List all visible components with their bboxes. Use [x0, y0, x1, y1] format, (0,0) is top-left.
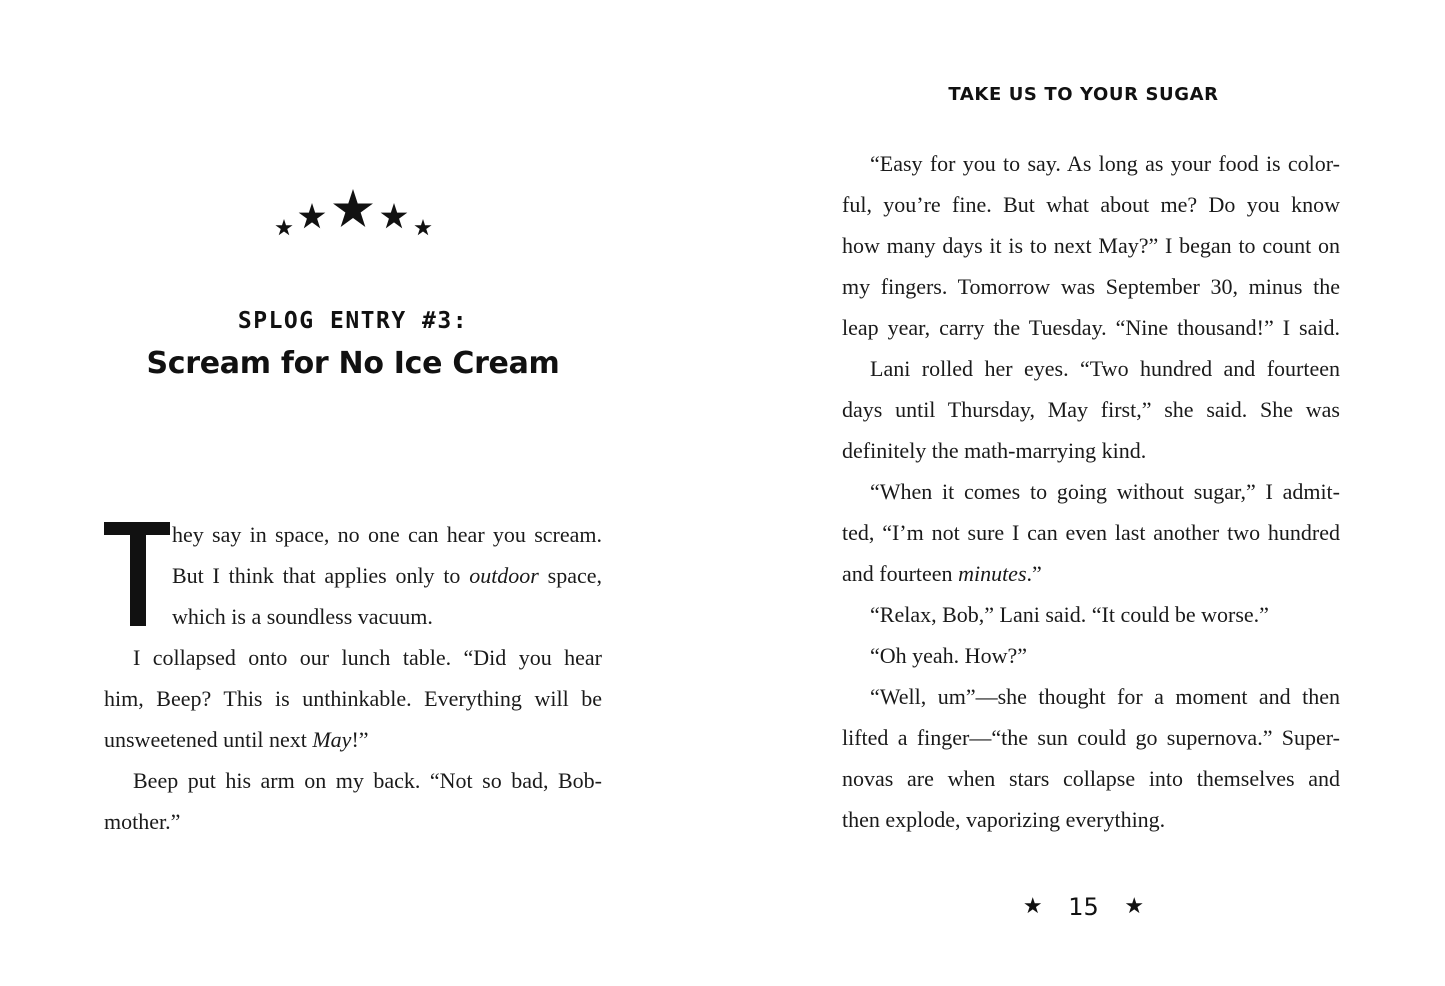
text-line	[842, 519, 1340, 547]
five-star-ornament-icon	[272, 186, 436, 238]
italic-text: outdoor	[469, 563, 539, 588]
text-run: my fingers. Tomorrow was September 30, minus the	[842, 274, 1340, 299]
text-run: “Oh yeah. How?”	[870, 643, 1027, 668]
text-line	[104, 685, 602, 713]
text-run: then explode, vaporizing everything.	[842, 807, 1166, 832]
text-line	[172, 603, 602, 631]
text-run: .”	[1026, 561, 1042, 586]
text-run: Beep put his arm on my back. “Not so bad, Bob-	[133, 768, 602, 793]
text-run: definitely the math-marrying kind.	[842, 438, 1147, 463]
text-run: which is a soundless vacuum.	[172, 604, 433, 629]
text-line	[842, 273, 1340, 301]
text-line	[842, 560, 1340, 588]
text-run: “When it comes to going without sugar,” I admit-	[870, 479, 1340, 504]
drop-cap	[104, 522, 170, 626]
text-line	[104, 726, 602, 754]
text-line	[104, 808, 602, 836]
text-run: how many days it is to next May?” I began to count on	[842, 233, 1340, 258]
text-line	[172, 562, 602, 590]
text-line	[842, 724, 1340, 752]
text-run: him, Beep? This is unthinkable. Everything will be	[104, 686, 602, 711]
text-run: novas are when stars collapse into themselves and	[842, 766, 1340, 791]
text-line	[842, 191, 1340, 219]
text-run: “Easy for you to say. As long as your food is color-	[870, 151, 1340, 176]
text-line	[870, 683, 1340, 711]
text-line	[870, 642, 1340, 670]
text-run: !”	[351, 727, 369, 752]
italic-text: minutes	[958, 561, 1027, 586]
running-head: TAKE US TO YOUR SUGAR	[948, 84, 1219, 105]
text-run: ful, you’re fine. But what about me? Do you know	[842, 192, 1340, 217]
text-run: mother.”	[104, 809, 181, 834]
text-line	[842, 314, 1340, 342]
text-line	[870, 478, 1340, 506]
text-line	[842, 232, 1340, 260]
text-run: hey say in space, no one can hear you scream.	[172, 522, 602, 547]
chapter-title: Scream for No Ice Cream	[146, 346, 560, 381]
right-page	[722, 0, 1445, 986]
italic-text: May	[312, 727, 352, 752]
text-line	[870, 355, 1340, 383]
text-line	[870, 601, 1340, 629]
text-run: unsweetened until next	[104, 727, 313, 752]
text-line	[172, 521, 602, 549]
text-run: I collapsed onto our lunch table. “Did you hear	[133, 645, 602, 670]
text-line	[133, 644, 602, 672]
star-icon: ★	[1022, 894, 1043, 919]
text-line	[842, 396, 1340, 424]
text-run: “Relax, Bob,” Lani said. “It could be worse.”	[870, 602, 1269, 627]
text-line	[870, 150, 1340, 178]
star-icon: ★	[1124, 894, 1145, 919]
text-line	[842, 437, 1340, 465]
chapter-label: SPLOG ENTRY #3:	[237, 308, 469, 334]
left-page	[0, 0, 722, 986]
text-line	[842, 765, 1340, 793]
text-run: leap year, carry the Tuesday. “Nine thousand!” I said.	[842, 315, 1340, 340]
text-run: space,	[538, 563, 602, 588]
text-run: and fourteen	[842, 561, 959, 586]
text-line	[133, 767, 602, 795]
text-line	[842, 806, 1340, 834]
folio	[722, 893, 1445, 921]
text-run: But I think that applies only to	[172, 563, 470, 588]
page-number: 15	[1068, 893, 1099, 921]
text-run: Lani rolled her eyes. “Two hundred and fourteen	[870, 356, 1340, 381]
text-run: days until Thursday, May first,” she said. She was	[842, 397, 1340, 422]
text-run: lifted a finger—“the sun could go supernova.” Super-	[842, 725, 1340, 750]
text-run: “Well, um”—she thought for a moment and then	[870, 684, 1340, 709]
text-run: ted, “I’m not sure I can even last another two hundred	[842, 520, 1340, 545]
